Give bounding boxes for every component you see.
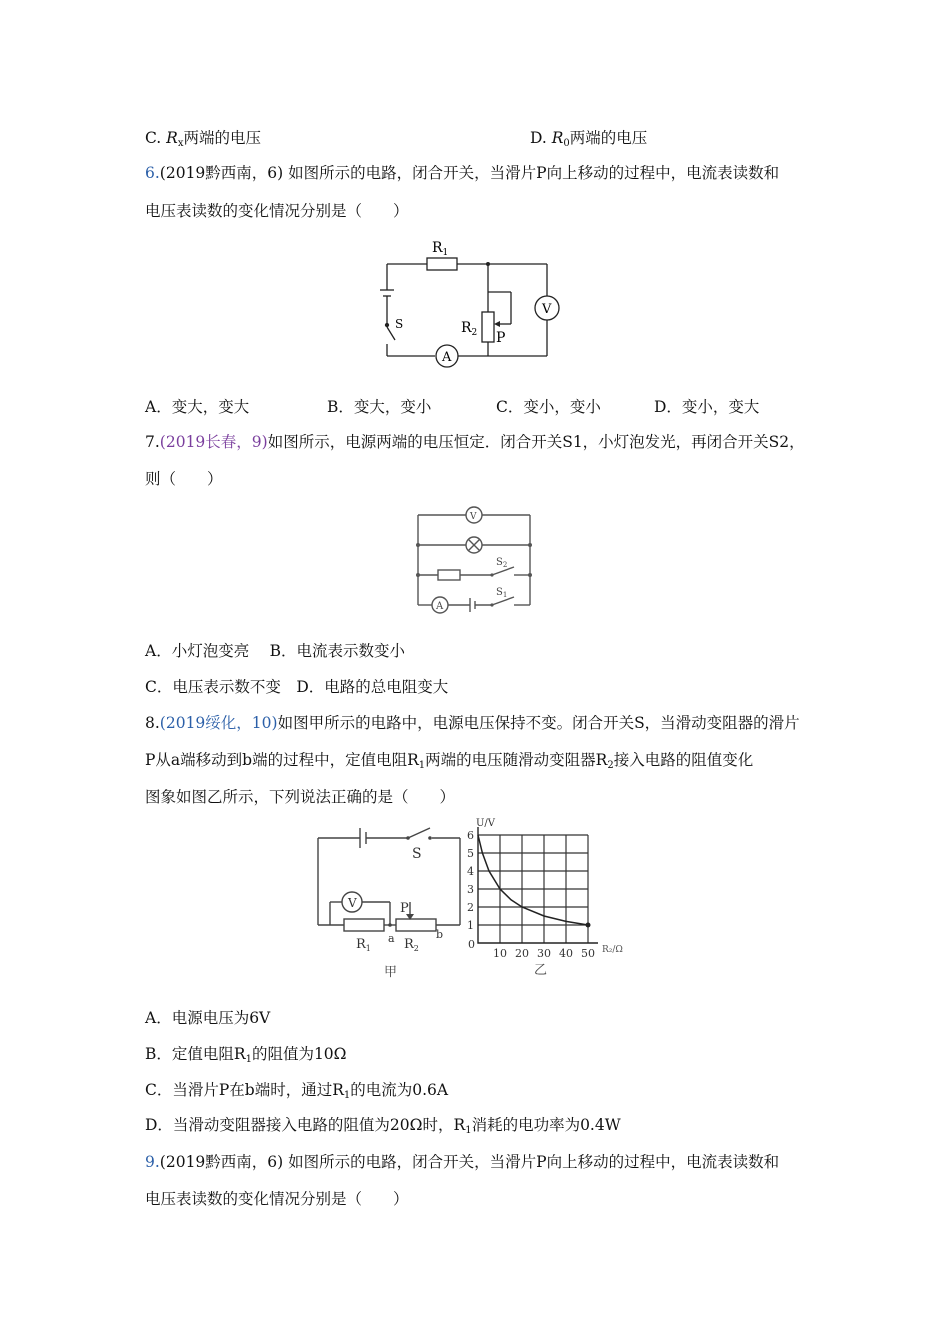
q7-ammeter-label: A [436,601,444,612]
q7-s2-label: $S_2$ [496,557,508,569]
chart-ytick-label: 1 [467,919,474,932]
q6-line1: 6.(2019黔西南，6) 如图所示的电路，闭合开关，当滑片P向上移动的过程中，电流表读数和 [145,164,780,182]
q8-voltmeter-label: V [348,896,357,910]
q8-label-jia: 甲 [384,965,398,980]
q8-option-c: C．当滑片P在b端时，通过$R_1$的电流为0.6A [145,1081,449,1101]
q8-b-label: b [436,928,444,941]
q8-r2-label: $R_2$ [404,937,419,953]
q6-ammeter-label: A [442,350,452,365]
q6-s-label: S [395,317,404,331]
q7-options-line2: C．电压表示数不变 D．电路的总电阻变大 [145,678,449,696]
q9-line2: 电压表读数的变化情况分别是（ ） [145,1190,409,1208]
q7-voltmeter-label: V [470,512,477,522]
chart-series-endpoint [586,923,591,928]
q6-voltmeter-label: V [542,302,552,317]
chart-xlabel: R₂/Ω [602,945,623,955]
q8-s-label: S [412,846,422,862]
q8-p-label: P [400,901,409,916]
q6-r2-label: $R_2$ [461,320,478,338]
chart-xtick-label: 10 [493,947,507,960]
q8-circuit-jia [308,820,468,980]
q6-option-c: C．变小，变小 [496,398,601,416]
chart-ytick-label: 3 [467,883,474,896]
q8-option-d: D．当滑动变阻器接入电路的阻值为20Ω时，$R_1$消耗的电功率为0.4W [145,1116,621,1136]
chart-ytick-label: 2 [467,901,474,914]
q8-line1: 8.(2019绥化，10)如图甲所示的电路中，电源电压保持不变。闭合开关S，当滑动变阻器的滑片 [145,714,800,732]
q8-r1-label: $R_1$ [356,937,371,953]
q8-label-yi: 乙 [534,963,548,978]
option-c-prev: C. $R_x$两端的电压 [145,129,261,149]
chart-ytick-label: 5 [467,847,474,860]
chart-origin: 0 [468,938,475,951]
q6-option-a: A．变大，变大 [145,398,250,416]
chart-xtick-label: 50 [581,947,595,960]
q8-a-label: a [388,932,395,945]
chart-ytick-label: 6 [467,829,474,842]
q9-line1: 9.(2019黔西南，6) 如图所示的电路，闭合开关，当滑片P向上移动的过程中，电流表读数和 [145,1153,780,1171]
q7-options-line1: A．小灯泡变亮 B．电流表示数变小 [145,642,406,660]
q6-circuit-figure [375,232,565,372]
chart-xtick-label: 30 [537,947,551,960]
chart-xtick-label: 40 [559,947,573,960]
q8-chart-yi [462,812,642,982]
chart-ytick-label: 4 [467,865,474,878]
q7-line2: 则（ ） [145,470,223,488]
q6-option-d: D．变小，变大 [654,398,760,416]
q7-circuit-figure [410,505,540,617]
q6-option-b: B．变大，变小 [327,398,432,416]
q8-option-a: A．电源电压为6V [145,1009,271,1027]
q7-s1-label: $S_1$ [496,587,508,599]
q6-line2: 电压表读数的变化情况分别是（ ） [145,202,409,220]
q7-line1: 7.(2019长春，9)如图所示，电源两端的电压恒定．闭合开关S1，小灯泡发光，再闭合开关S2， [145,433,805,451]
chart-series-line-U1 [478,835,588,925]
q6-p-label: P [496,330,506,346]
q8-option-b: B．定值电阻$R_1$的阻值为10Ω [145,1045,347,1065]
chart-xtick-label: 20 [515,947,529,960]
q6-r1-label: $R_1$ [432,240,449,258]
option-d-prev: D. $R_0$两端的电压 [530,129,648,149]
chart-ylabel: U/V [476,818,496,829]
q8-line3: 图象如图乙所示，下列说法正确的是（ ） [145,788,456,806]
q8-line2: P从a端移动到b端的过程中，定值电阻$R_1$两端的电压随滑动变阻器$R_2$接入电路的阻值变化 [145,751,754,771]
